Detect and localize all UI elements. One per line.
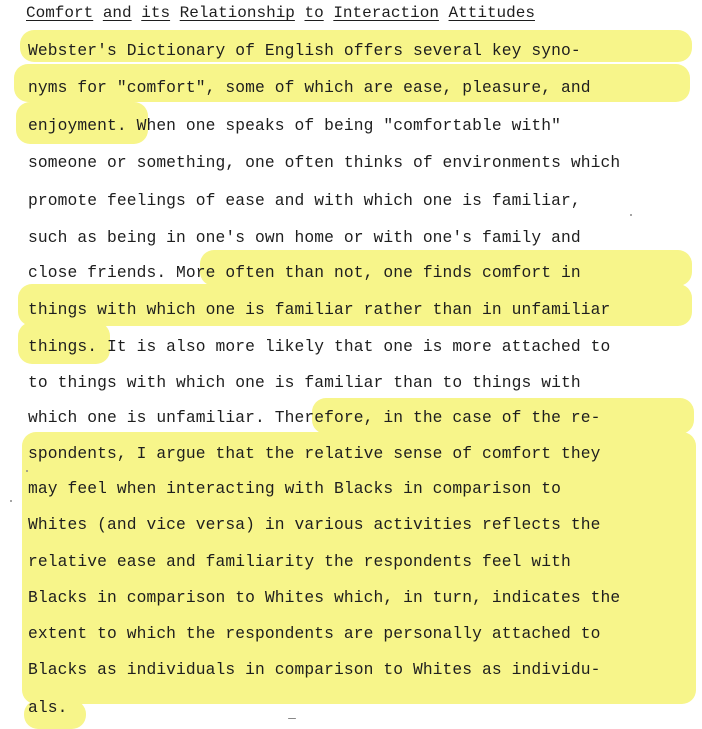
heading-word: Interaction	[333, 4, 439, 22]
heading-word: its	[141, 4, 171, 22]
text-line: someone or something, one often thinks of environments which	[28, 153, 621, 172]
text-line: relative ease and familiarity the respondents feel with	[28, 552, 571, 571]
text-line: close friends. More often than not, one finds comfort in	[28, 263, 581, 282]
heading-word: Comfort	[26, 4, 94, 22]
scan-speck	[26, 470, 28, 472]
heading-word: Relationship	[179, 4, 295, 22]
scan-speck	[10, 500, 12, 502]
text-line: which one is unfamiliar. Therefore, in the case of the re-	[28, 408, 601, 427]
text-line: spondents, I argue that the relative sense of comfort they	[28, 444, 601, 463]
text-line: things. It is also more likely that one is more attached to	[28, 337, 611, 356]
text-line: als.	[28, 698, 68, 717]
heading-word: Attitudes	[448, 4, 535, 22]
text-line: to things with which one is familiar than to things with	[28, 373, 581, 392]
text-line: Blacks as individuals in comparison to Whites as individu-	[28, 660, 601, 679]
text-line: enjoyment. When one speaks of being "comfortable with"	[28, 116, 561, 135]
document-heading	[26, 3, 535, 23]
text-line: Blacks in comparison to Whites which, in turn, indicates the	[28, 588, 621, 607]
text-line: nyms for "comfort", some of which are ease, pleasure, and	[28, 78, 591, 97]
text-line: Webster's Dictionary of English offers several key syno-	[28, 41, 581, 60]
text-line: such as being in one's own home or with one's family and	[28, 228, 581, 247]
heading-word: to	[304, 4, 324, 22]
text-line: extent to which the respondents are personally attached to	[28, 624, 601, 643]
text-line: things with which one is familiar rather than in unfamiliar	[28, 300, 611, 319]
heading-word: and	[102, 4, 132, 22]
text-line: Whites (and vice versa) in various activities reflects the	[28, 515, 601, 534]
scan-speck	[288, 718, 296, 719]
text-line: promote feelings of ease and with which one is familiar,	[28, 191, 581, 210]
text-line: may feel when interacting with Blacks in comparison to	[28, 479, 561, 498]
scan-speck	[630, 214, 632, 216]
